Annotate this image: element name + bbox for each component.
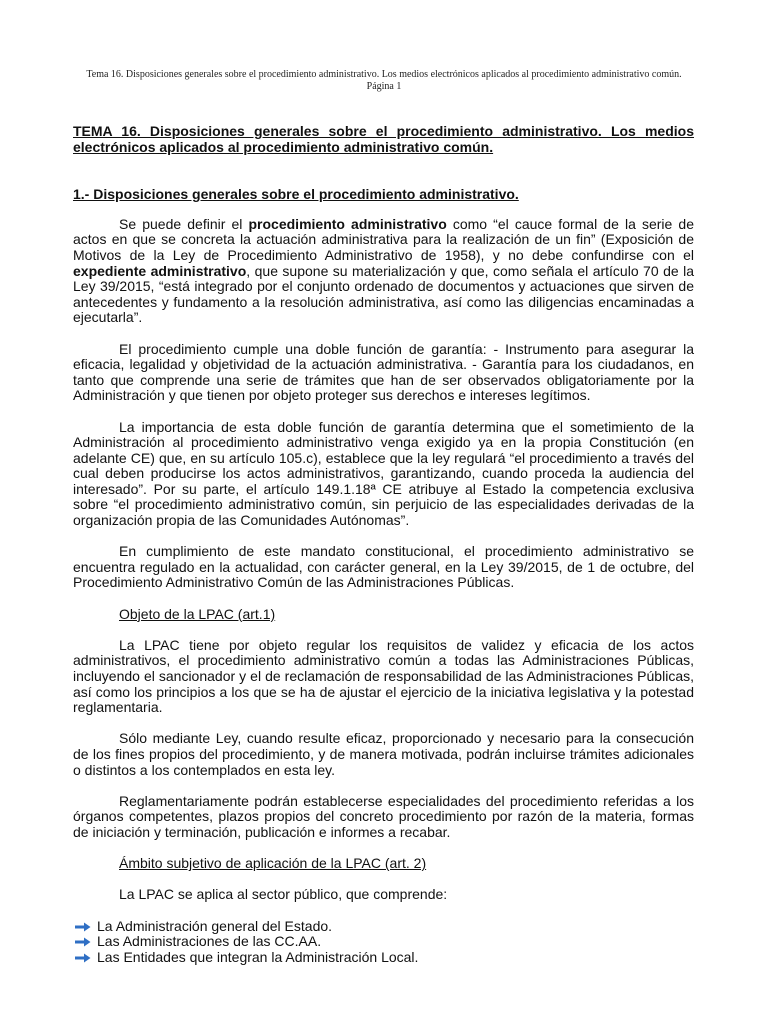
bold-term: expediente administrativo (73, 262, 247, 279)
paragraph: Reglamentariamente podrán establecerse especialidades del procedimiento referidas a los órganos competentes, plazos propios del concreto procedimiento por razón de la materia, formas de iniciación y terminación, publicación e informes a recabar. (73, 792, 694, 840)
paragraph (73, 217, 694, 326)
list-item-text: Las Administraciones de las CC.AA. (97, 933, 322, 950)
paragraph: La LPAC tiene por objeto regular los requisitos de validez y eficacia de los actos administrativos, el procedimiento administrativo común a todas las Administraciones Públicas, incluyendo el sancionador y el de reclamación de responsabilidad de las Administraciones Públicas, así como los principios a los que se ha de ajustar el ejercicio de la iniciativa legislativa y la potestad reglamentaria. (73, 636, 694, 716)
paragraph: En cumplimiento de este mandato constitucional, el procedimiento administrativo se encuentra regulado en la actualidad, con carácter general, en la Ley 39/2015, de 1 de octubre, del Procedimiento Administrativo Común de las Administraciones Públicas. (73, 543, 694, 591)
list-item (97, 950, 694, 966)
running-header-title: Tema 16. Disposiciones generales sobre el procedimiento administrativo. Los medios electrónicos aplicados al procedimiento administrativo común. (86, 69, 682, 80)
list-item (97, 919, 694, 935)
paragraph: La importancia de esta doble función de garantía determina que el sometimiento de la Administración al procedimiento administrativo venga exigido ya en la propia Constitución (en adelante CE) que, en su artículo 105.c), establece que la ley regulará “el procedimiento a través del cual deben producirse los actos administrativos, garantizando, cuando proceda la audiencia del interesado”. Por su parte, el artículo 149.1.18ª CE atribuye al Estado la competencia exclusiva sobre “el procedimiento administrativo común, sin perjuicio de las especialidades derivadas de la organización propia de las Comunidades Autónomas”. (73, 418, 694, 529)
paragraph: Sólo mediante Ley, cuando resulte eficaz, proporcionado y necesario para la consecución de los fines propios del procedimiento, y de manera motivada, podrán incluirse trámites adicionales o distintos a los contemplados en esta ley. (73, 730, 694, 778)
arrow-right-icon (75, 922, 91, 932)
subheading-ambito: Ámbito subjetivo de aplicación de la LPAC (art. 2) (119, 855, 427, 872)
text-run: Se puede definir el (119, 215, 249, 232)
text-run: como “el cauce formal de la serie de actos en que se concreta la actuación administrativa para la realización de un fin” (Exposición de Motivos de la Ley de Procedimiento Administrativo de 1958), y no debe confundirse con el (73, 215, 694, 263)
arrow-right-icon (75, 953, 91, 963)
page-number: Página 1 (366, 81, 402, 92)
document-body (73, 124, 694, 965)
list-item (97, 934, 694, 950)
running-header (60, 69, 708, 93)
subheading-objeto: Objeto de la LPAC (art.1) (119, 605, 276, 622)
list-item-text: La Administración general del Estado. (97, 917, 333, 934)
document-title: TEMA 16. Disposiciones generales sobre el procedimiento administrativo. Los medios electrónicos aplicados al procedimiento administrativo común. (73, 123, 694, 155)
bullet-list (73, 919, 694, 966)
text-run: , que supone su materialización y que, como señala el artículo 70 de la Ley 39/2015, “está integrado por el conjunto ordenado de documentos y actuaciones que sirven de antecedentes y fundamento a la resolución administrativa, así como las diligencias encaminadas a ejecutarla”. (73, 262, 694, 326)
list-item-text: Las Entidades que integran la Administración Local. (97, 948, 419, 965)
arrow-right-icon (75, 937, 91, 947)
section-heading: 1.- Disposiciones generales sobre el procedimiento administrativo. (73, 186, 519, 203)
paragraph: El procedimiento cumple una doble función de garantía: - Instrumento para asegurar la eficacia, legalidad y objetividad de la actuación administrativa. - Garantía para los ciudadanos, en tanto que comprende una serie de trámites que han de ser observados obligatoriamente por la Administración y que tienen por objeto proteger sus derechos e intereses legítimos. (73, 340, 694, 404)
paragraph: La LPAC se aplica al sector público, que comprende: (119, 886, 448, 903)
bold-term: procedimiento administrativo (248, 215, 447, 232)
